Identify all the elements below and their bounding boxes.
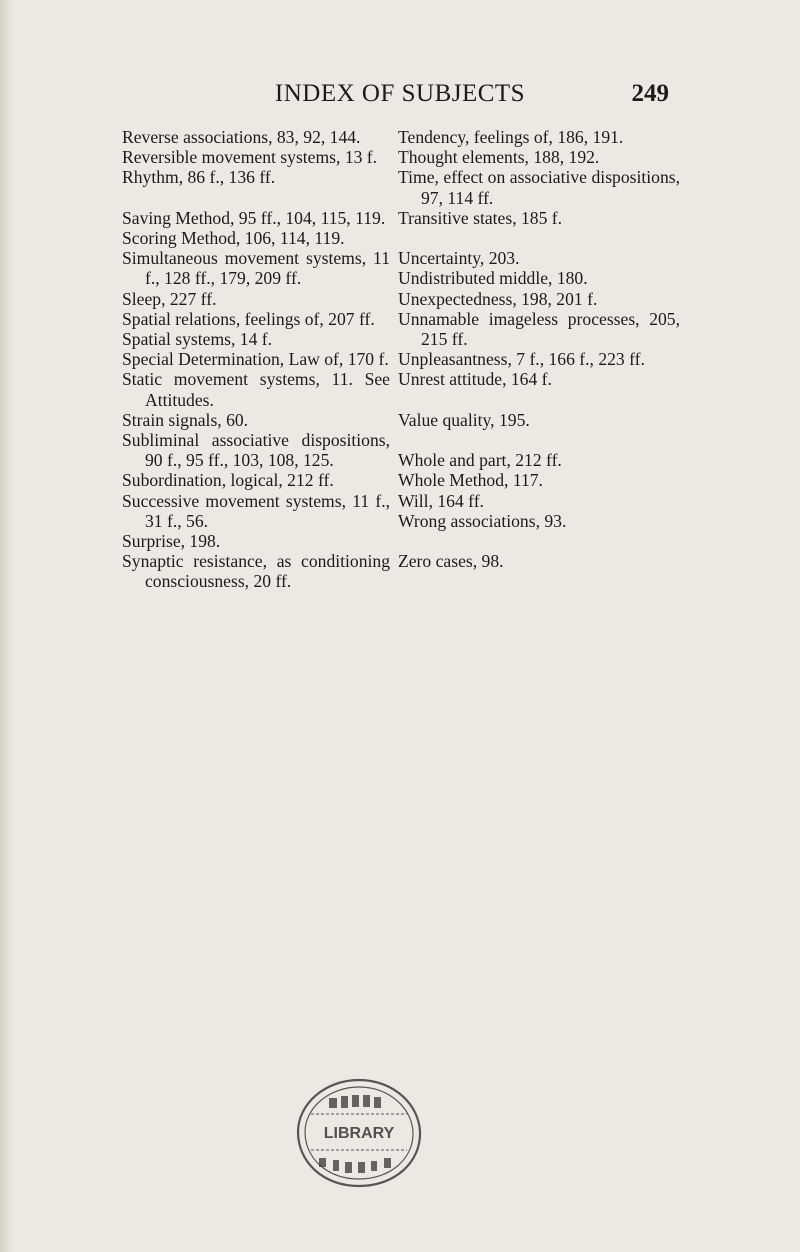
page-edge xyxy=(0,0,14,1252)
index-entry: Successive movement systems, 11 f., 31 f., 56. xyxy=(122,490,390,531)
entry-gap xyxy=(398,228,680,248)
index-entry: Surprise, 198. xyxy=(122,531,221,552)
index-entry: Strain signals, 60. xyxy=(122,409,249,430)
index-entry: Saving Method, 95 ff., 104, 115, 119. xyxy=(122,207,386,228)
page-number: 249 xyxy=(631,80,669,107)
index-entry: Thought elements, 188, 192. xyxy=(398,147,600,168)
running-head: INDEX OF SUBJECTS xyxy=(274,80,526,107)
index-entry: Scoring Method, 106, 114, 119. xyxy=(122,228,345,248)
page-header xyxy=(0,80,800,120)
index-entry: Wrong associations, 93. xyxy=(398,510,567,531)
index-entry: Synaptic resistance, as conditioning consciousness, 20 ff. xyxy=(122,551,390,592)
index-entry: Unrest attitude, 164 f. xyxy=(398,369,552,390)
index-column-right xyxy=(398,127,680,571)
entry-gap xyxy=(122,188,390,208)
index-entry: Subliminal associative dispositions, 90 f., 95 ff., 103, 108, 125. xyxy=(122,430,390,471)
index-entry: Value quality, 195. xyxy=(398,409,530,430)
index-entry: Static movement systems, 11. See Attitudes. xyxy=(122,369,390,410)
index-entry: Unpleasantness, 7 f., 166 f., 223 ff. xyxy=(398,349,645,370)
index-entry: Time, effect on associative dispositions, 97, 114 ff. xyxy=(398,167,680,208)
index-entry: Unexpectedness, 198, 201 f. xyxy=(398,288,598,309)
index-entry: Reversible movement systems, 13 f. xyxy=(122,147,378,168)
index-entry: Simultaneous movement systems, 11 f., 128 ff., 179, 209 ff. xyxy=(122,248,390,289)
index-entry: Tendency, feelings of, 186, 191. xyxy=(398,127,624,147)
entry-gap xyxy=(398,531,680,551)
entry-gap xyxy=(398,430,680,450)
index-entry: Whole and part, 212 ff. xyxy=(398,450,562,471)
index-entry: Transitive states, 185 f. xyxy=(398,207,563,228)
entry-gap xyxy=(398,390,680,410)
index-entry: Special Determination, Law of, 170 f. xyxy=(122,349,389,370)
index-entry: Whole Method, 117. xyxy=(398,470,543,491)
index-entry: Uncertainty, 203. xyxy=(398,248,520,269)
index-entry: Rhythm, 86 f., 136 ff. xyxy=(122,167,276,188)
index-entry: Sleep, 227 ff. xyxy=(122,288,217,309)
index-entry: Reverse associations, 83, 92, 144. xyxy=(122,127,361,147)
index-entry: Subordination, logical, 212 ff. xyxy=(122,470,334,491)
index-entry: Undistributed middle, 180. xyxy=(398,268,588,289)
index-entry: Spatial systems, 14 f. xyxy=(122,329,273,350)
stamp-label: LIBRARY xyxy=(323,1125,395,1142)
index-entry: Zero cases, 98. xyxy=(398,551,504,572)
index-entry: Unnamable imageless processes, 205, 215 ff. xyxy=(398,308,680,350)
index-column-left xyxy=(122,127,390,592)
library-stamp xyxy=(289,1074,429,1192)
index-entry: Will, 164 ff. xyxy=(398,490,484,511)
index-entry: Spatial relations, feelings of, 207 ff. xyxy=(122,308,375,329)
